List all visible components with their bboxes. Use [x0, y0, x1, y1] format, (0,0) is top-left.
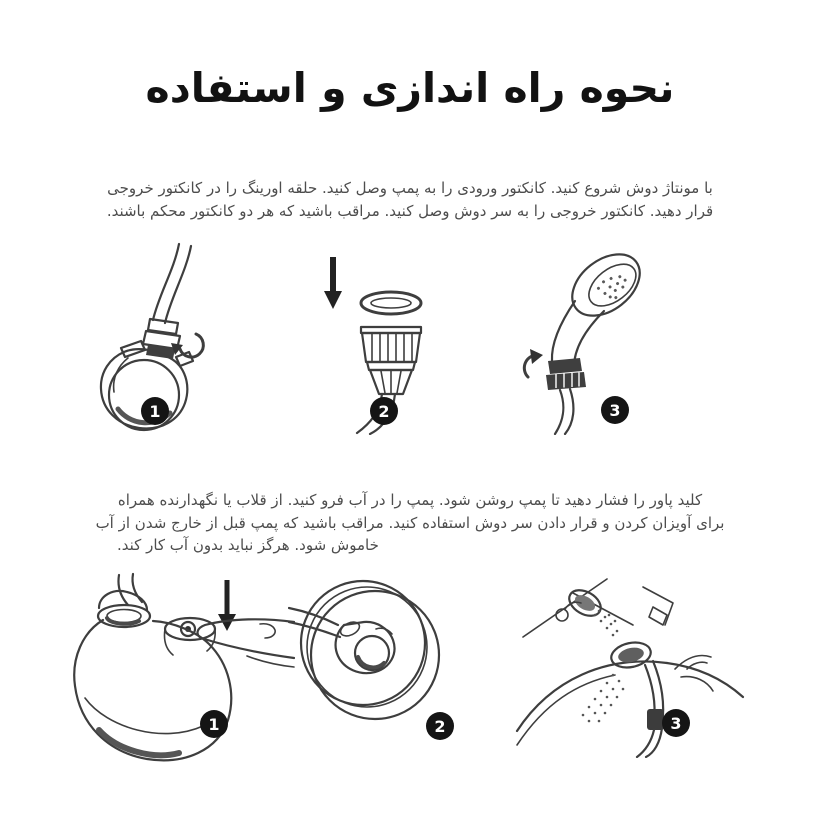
spray-dots [582, 674, 625, 723]
rotation-arrow-icon [524, 349, 543, 377]
handle-connector [546, 358, 586, 390]
step-3-badge [601, 396, 629, 424]
paragraph-line: با مونتاژ دوش شروع کنید. کانکتور ورودی را به پمپ وصل کنید. حلقه اورینگ را در کانکتور خروجی [107, 179, 713, 197]
submerged-pump [336, 619, 395, 673]
paragraph-line: برای آویزان کردن و قرار دادن سر دوش استفاده کنید. مراقب باشید که پمپ قبل از خارج شدن از آب [95, 513, 725, 532]
left-port-open-cap [98, 591, 150, 627]
illustration-shower-head-hanging [515, 573, 750, 758]
paragraph-line: خاموش شود. هرگز نباید بدون آب کار کند. [117, 536, 379, 554]
step-3-badge [662, 709, 690, 737]
step-1-badge [200, 710, 228, 738]
assembly-instructions-paragraph [80, 177, 740, 222]
shower-head [561, 243, 652, 328]
pressing-finger [198, 619, 294, 667]
wall-hung-scene [523, 579, 673, 637]
step-1-badge [141, 397, 169, 425]
outlet-connector [361, 327, 421, 394]
usage-instructions-paragraph [80, 489, 740, 557]
hose-lines [153, 244, 191, 323]
step-number: 1 [208, 714, 220, 734]
down-arrow-icon [324, 257, 342, 309]
hose-lines [118, 574, 142, 605]
step-2-badge [370, 397, 398, 425]
step-number: 3 [609, 400, 621, 420]
step-number: 2 [434, 716, 446, 736]
step-number: 3 [670, 713, 682, 733]
down-arrow-icon [218, 580, 236, 631]
hose-lines [555, 389, 573, 434]
step-2-badge [426, 712, 454, 740]
paragraph-line: قرار دهید. کانکتور خروجی را به سر دوش وصل کنید. مراقب باشید که هر دو کانکتور محکم باشند. [106, 201, 714, 220]
step-number: 2 [378, 401, 390, 421]
showering-scene [517, 639, 743, 757]
step-number: 1 [149, 401, 161, 421]
illustration-power-button-press [55, 572, 295, 772]
page-title: نحوه راه اندازی و استفاده [145, 64, 675, 112]
paragraph-line: کلید پاور را فشار دهید تا پمپ روشن شود. پمپ را در آب فرو کنید. از قلاب یا نگهدارنده همراه [117, 491, 703, 509]
bucket-rim [301, 581, 439, 719]
o-ring [361, 292, 421, 314]
